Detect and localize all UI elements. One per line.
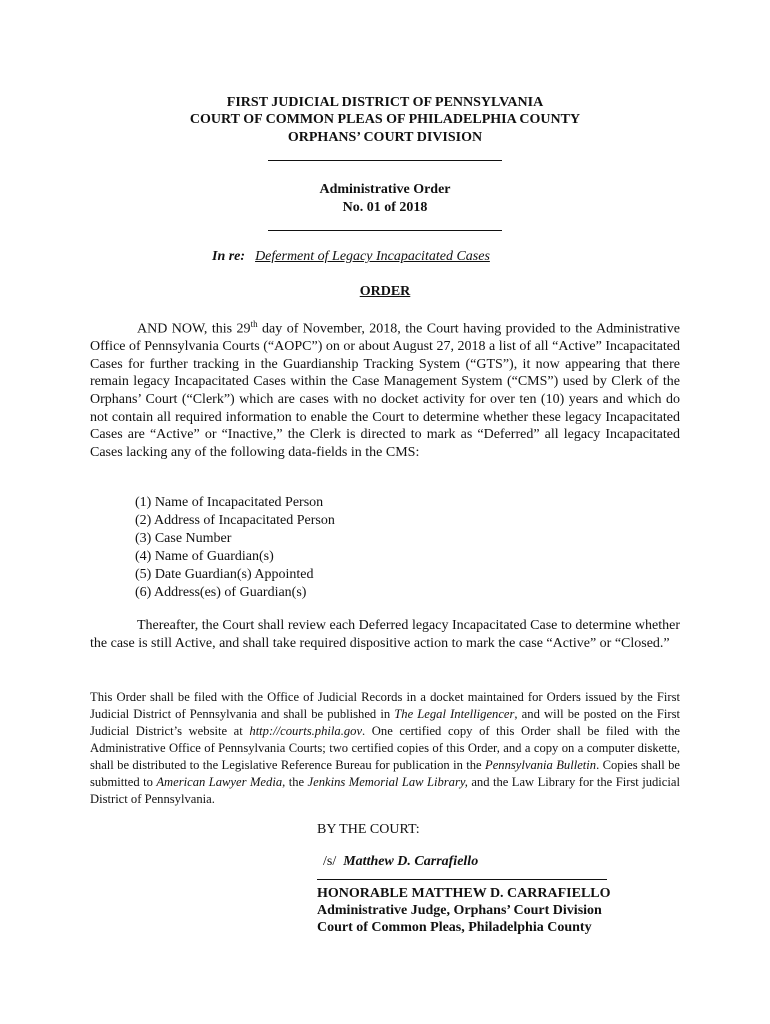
paragraph1-body: day of November, 2018, the Court having provided to the Administrative Office of Pennsylvania Courts (“AOPC”) on or about August 27, 2018 a list of all “Active” Incapacitated Cases for further tracking in the Guardianship Tracking System (“GTS”), it now appearing that there remain legacy Incapacitated Cases within the Case Management System (“CMS”) used by Clerk of the Orphans’ Court (“Clerk”) which are cases with no docket activity for over ten (10) years and which do not contain all required information to enable the Court to determine whether these legacy Incapacitated Cases are “Active” or “Inactive,” the Clerk is directed to mark as “Deferred” all legacy Incapacitated Cases lacking any of the following data-fields in the CMS: <box>90 321 680 460</box>
court-header-line3: ORPHANS’ COURT DIVISION <box>287 130 483 145</box>
header-divider <box>268 160 502 161</box>
publication-pa-bulletin: Pennsylvania Bulletin <box>485 758 597 772</box>
order-paragraph-1 <box>90 316 680 461</box>
order-paragraph-2 <box>90 617 680 652</box>
in-re-label: In re: <box>212 249 246 264</box>
list-item: (1) Name of Incapacitated Person <box>135 495 324 510</box>
filing-instructions <box>90 689 680 808</box>
filing-text-5: , the <box>282 775 308 789</box>
electronic-signature <box>323 854 478 870</box>
judge-name: HONORABLE MATTHEW D. CARRAFIELLO <box>317 886 611 901</box>
publication-jenkins: Jenkins Memorial Law Library, <box>307 775 468 789</box>
judge-title: Administrative Judge, Orphans’ Court Division <box>317 903 602 918</box>
order-title: ORDER <box>359 284 411 299</box>
website-url: http://courts.phila.gov <box>249 724 363 738</box>
list-item: (3) Case Number <box>135 531 232 546</box>
filing-text-2: , and will be posted on the First Judicial District’s website at <box>90 707 680 738</box>
data-fields-list <box>135 494 335 602</box>
paragraph1-start: AND NOW, this 29 <box>137 321 251 337</box>
signature-name: Matthew D. Carrafiello <box>343 854 479 869</box>
filing-text-4: . Copies shall be submitted to <box>90 758 680 789</box>
heading-divider <box>268 230 502 231</box>
filing-text-6: and the Law Library for the First judicial District of Pennsylvania. <box>90 775 680 806</box>
publication-alm: American Lawyer Media <box>156 775 283 789</box>
court-header-line2: COURT OF COMMON PLEAS OF PHILADELPHIA COUNTY <box>189 112 581 127</box>
in-re-line <box>212 249 490 265</box>
signature-line <box>317 879 607 880</box>
signature-prefix: /s/ <box>323 854 337 869</box>
paragraph1-sup: th <box>250 319 258 329</box>
in-re-subject: Deferment of Legacy Incapacitated Cases <box>255 249 490 264</box>
list-item: (4) Name of Guardian(s) <box>135 549 274 564</box>
list-item: (6) Address(es) of Guardian(s) <box>135 585 307 600</box>
paragraph2-text: Thereafter, the Court shall review each Deferred legacy Incapacitated Case to determine whether the case is still Active, and shall take required dispositive action to mark the case “Active” or “Closed.” <box>90 618 680 651</box>
publication-legal-intelligencer: The Legal Intelligencer <box>394 707 515 721</box>
judge-court: Court of Common Pleas, Philadelphia County <box>317 920 592 935</box>
filing-text-1: This Order shall be filed with the Office of Judicial Records in a docket maintained for Orders issued by the First Judicial District of Pennsylvania and shall be published in <box>90 690 680 721</box>
list-item: (5) Date Guardian(s) Appointed <box>135 567 314 582</box>
order-number: No. 01 of 2018 <box>342 200 428 215</box>
by-the-court: BY THE COURT: <box>317 822 420 837</box>
order-type: Administrative Order <box>319 182 451 197</box>
filing-text-3: . One certified copy of this Order shall be filed with the Administrative Office of Pennsylvania Courts; two certified copies of this Order, and a copy on a computer diskette, shall be distributed to the Legislative Reference Bureau for publication in the <box>90 724 680 772</box>
list-item: (2) Address of Incapacitated Person <box>135 513 335 528</box>
court-header-line1: FIRST JUDICIAL DISTRICT OF PENNSYLVANIA <box>226 95 544 110</box>
